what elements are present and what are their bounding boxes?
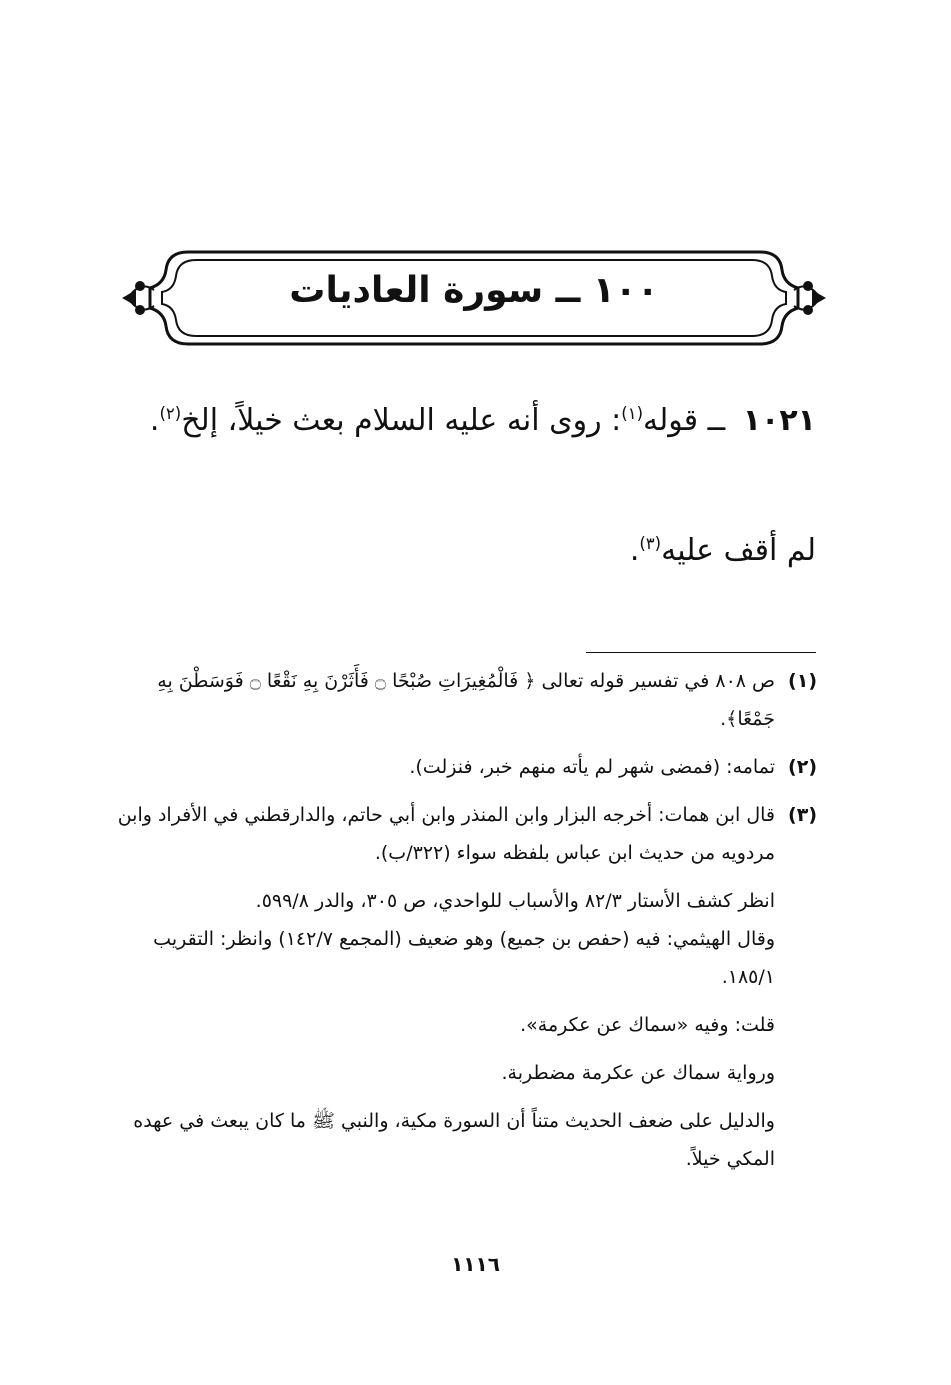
footnote-text: ورواية سماك عن عكرمة مضطربة. [501, 1062, 775, 1084]
footnote-text: قلت: وفيه «سماك عن عكرمة». [520, 1014, 775, 1036]
footnote-text: ص ٨٠٨ في تفسير قوله تعالى ﴿ فَالْمُغِيرَاتِ صُبْحًا ۝ فَأَثَرْنَ بِهِ نَقْعًا ۝ فَوَسَطْنَ بِهِ جَمْعًا﴾. [157, 670, 775, 730]
surah-title: ١٠٠ ــ سورة العاديات [289, 270, 659, 311]
entry-response [136, 522, 816, 580]
entry-ref-2: (٢) [159, 404, 182, 423]
footnote-divider [586, 652, 816, 653]
footnote-marker: (٢) [788, 756, 817, 778]
footnote-text: قال ابن همات: أخرجه البزار وابن المنذر وابن أبي حاتم، والدارقطني في الأفراد وابن مردويه من حديث ابن عباس بلفظه سواء (٣٢٢/ب). [117, 804, 775, 864]
entry-number: ١٠٢١ [742, 403, 816, 438]
entry-end: . [149, 403, 160, 438]
response-text: لم أقف عليه [661, 533, 816, 568]
footnote-text: والدليل على ضعف الحديث متناً أن السورة مكية، والنبي ﷺ ما كان يبعث في عهده المكي خيلاً. [133, 1110, 775, 1170]
entry-text-after-ref: : روى أنه عليه السلام بعث خيلاً، إلخ [181, 403, 622, 438]
response-end: . [629, 533, 640, 568]
entry-ref-1: (١) [621, 404, 644, 423]
footnote-marker: (٣) [788, 804, 817, 826]
footnote-text: تمامه: (فمضى شهر لم يأته منهم خبر، فنزلت). [409, 756, 775, 778]
footnote-2 [117, 748, 817, 786]
footnotes [117, 662, 817, 1188]
page-number: ١١١٦ [451, 1252, 500, 1276]
entry-ref-3: (٣) [639, 534, 662, 553]
footnote-text: انظر كشف الأستار ٨٢/٣ والأسباب للواحدي، ص ٣٠٥، والدر ٥٩٩/٨. [255, 890, 775, 912]
entry-text-before-ref: ــ قوله [643, 403, 726, 438]
entry-paragraph [136, 392, 816, 450]
surah-header-frame [118, 240, 830, 356]
footnote-marker: (١) [788, 670, 817, 692]
footnote-text: وقال الهيثمي: فيه (حفص بن جميع) وهو ضعيف (المجمع ١٤٢/٧) وانظر: التقريب ١٨٥/١. [153, 928, 775, 988]
footnote-1 [117, 662, 817, 738]
footnote-3 [117, 796, 817, 1178]
